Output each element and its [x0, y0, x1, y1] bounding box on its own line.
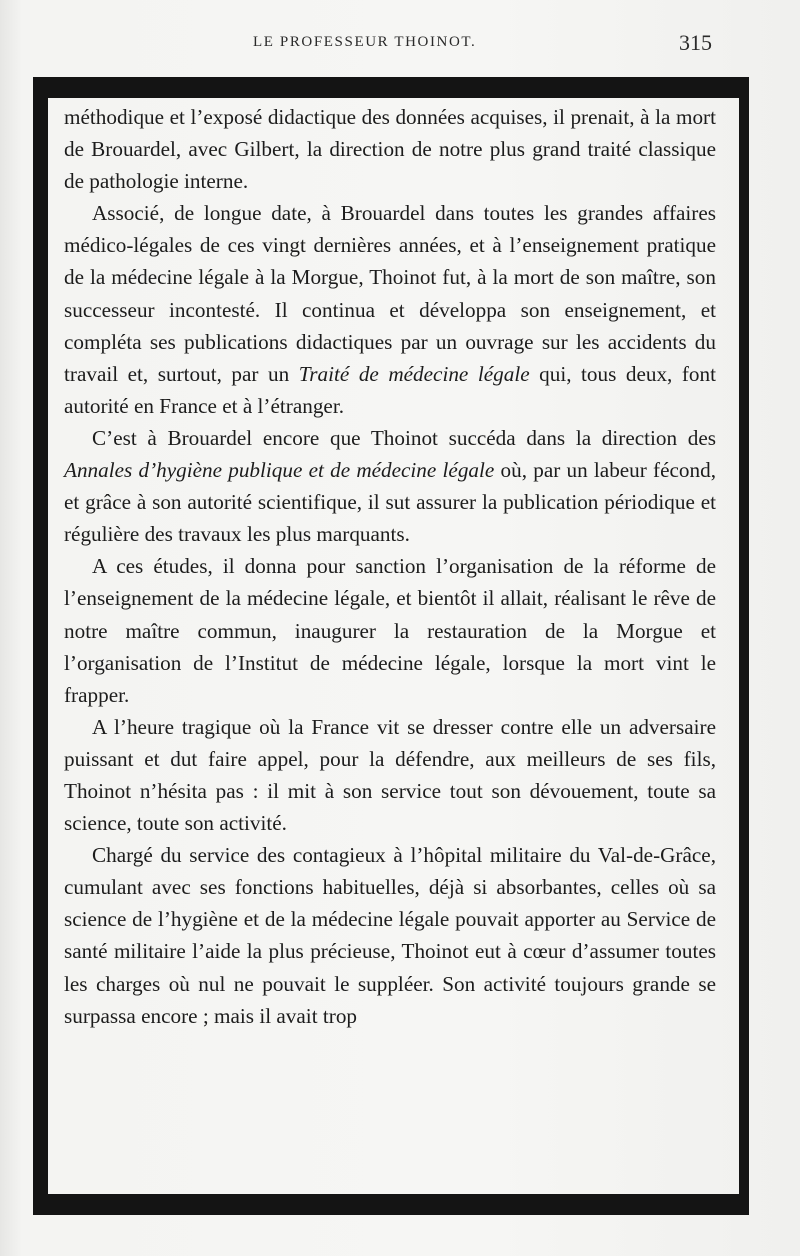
paragraph-1: méthodique et l’exposé didactique des données acquises, il prenait, à la mort de Brouardel, avec Gilbert, la direction de notre plus grand traité classique de pathologie interne. [64, 105, 716, 194]
paragraph-4: A ces études, il donna pour sanction l’organisation de la réforme de l’enseignement de la médecine légale, et bientôt il allait, réalisant le rêve de notre maître commun, inaugurer la restauration de la Morgue et l’organisation de l’Institut de médecine légale, lorsque la mort vint le frapper. [64, 554, 716, 707]
running-head: LE PROFESSEUR THOINOT. [253, 34, 477, 50]
page-number: 315 [679, 30, 712, 55]
paragraph-6: Chargé du service des contagieux à l’hôpital militaire du Val-de-Grâce, cumulant avec ses fonctions habituelles, déjà si absorbantes, celles où sa science de l’hygiène et de la médecine légale pouvait apporter au Service de santé militaire l’aide la plus précieuse, Thoinot eut à cœur d’assumer toutes les charges où nul ne pouvait le suppléer. Son activité toujours grande se surpassa encore ; mais il avait trop [64, 843, 716, 1028]
paragraph-2-italic: Traité de médecine légale [298, 361, 530, 386]
paragraph-3-end: où, par un labeur fécond, et grâce à son autorité scientifique, il sut assurer la publication périodique et régulière des travaux les plus marquants. [64, 458, 716, 547]
paragraph-2-end: qui, tous deux, font autorité en France et à l’étranger. [64, 361, 716, 418]
paragraph-3 [64, 422, 716, 550]
paragraph-3-text: C’est à Brouardel encore que Thoinot succéda dans la direction des [92, 425, 716, 450]
paragraph-2 [64, 197, 716, 422]
body-text [64, 101, 716, 1032]
paragraph-3-italic: Annales d’hygiène publique et de médecine légale [64, 458, 495, 483]
paragraph-5: A l’heure tragique où la France vit se dresser contre elle un adversaire puissant et dut faire appel, pour la défendre, aux meilleurs de ses fils, Thoinot n’hésita pas : il mit à son service tout son dévouement, toute sa science, toute son activité. [64, 714, 716, 836]
paragraph-2-text: Associé, de longue date, à Brouardel dans toutes les grandes affaires médico-légales de ces vingt dernières années, et à l’enseignement pratique de la médecine légale à la Morgue, Thoinot fut, à la mort de son maître, son successeur incontesté. Il continua et développa son enseignement, et compléta ses publications didactiques par un ouvrage sur les accidents du travail et, surtout, par un [64, 201, 716, 386]
